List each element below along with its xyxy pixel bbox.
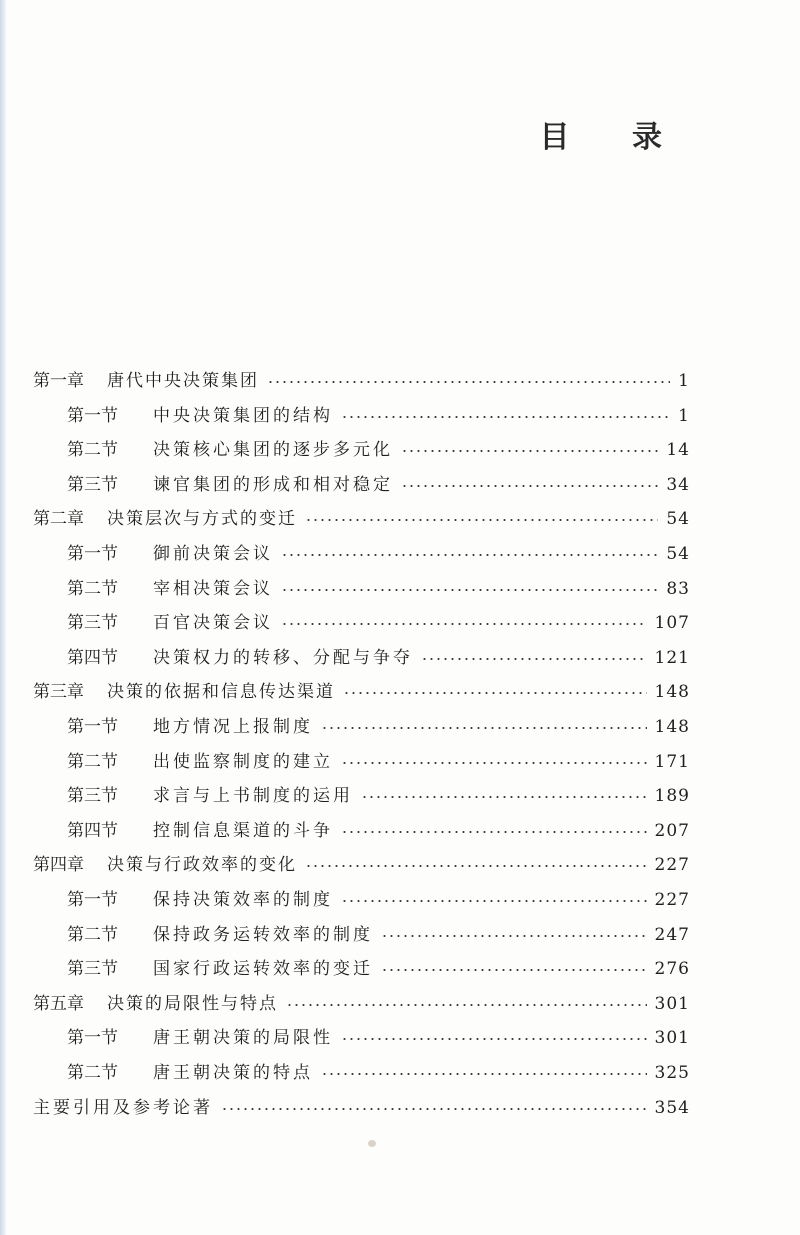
toc-section-number: 第二节 (67, 752, 118, 772)
toc-section-row[interactable] (0, 920, 800, 950)
toc-section-number: 第四节 (67, 821, 118, 841)
toc-section-number: 第二节 (67, 925, 118, 945)
toc-entry-title: 御前决策会议 (153, 544, 273, 564)
dot-leader (341, 900, 647, 902)
toc-chapter-row[interactable] (0, 850, 800, 880)
toc-section-number: 第三节 (67, 786, 118, 806)
toc-section-row[interactable] (0, 608, 800, 638)
dot-leader (401, 485, 658, 487)
dot-leader (305, 865, 647, 867)
toc-chapter-number: 第五章 (33, 994, 84, 1014)
toc-entry-title: 中央决策集团的结构 (153, 406, 333, 426)
dot-leader (341, 416, 670, 418)
toc-section-number: 第四节 (67, 648, 118, 668)
toc-section-number: 第二节 (67, 579, 118, 599)
toc-section-number: 第一节 (67, 1028, 118, 1048)
dot-leader (321, 727, 647, 729)
toc-entry-title: 决策层次与方式的变迁 (107, 509, 297, 529)
toc-chapter-number: 第一章 (33, 371, 84, 391)
toc-entry-title: 决策权力的转移、分配与争夺 (153, 648, 413, 668)
toc-page-number: 34 (666, 475, 690, 495)
toc-page-number: 207 (654, 821, 690, 841)
toc-appendix-row[interactable] (0, 1093, 800, 1123)
toc-page-number: 121 (654, 648, 690, 668)
toc-entry-title: 唐代中央决策集团 (107, 371, 259, 391)
toc-section-row[interactable] (0, 1023, 800, 1053)
toc-section-number: 第一节 (67, 544, 118, 564)
toc-page-number: 54 (666, 544, 690, 564)
toc-page-number: 276 (654, 959, 690, 979)
toc-section-row[interactable] (0, 435, 800, 465)
toc-page-number: 227 (654, 890, 690, 910)
dot-leader (267, 381, 670, 383)
dot-leader (281, 554, 658, 556)
toc-entry-title: 求言与上书制度的运用 (153, 786, 353, 806)
toc-entry-title: 出使监察制度的建立 (153, 752, 333, 772)
toc-page-number: 148 (654, 717, 690, 737)
toc-page-number: 301 (654, 1028, 690, 1048)
toc-chapter-row[interactable] (0, 677, 800, 707)
toc-section-number: 第三节 (67, 959, 118, 979)
toc-chapter-number: 第三章 (33, 682, 84, 702)
toc-entry-title: 决策的依据和信息传达渠道 (107, 682, 335, 702)
dot-leader (343, 692, 647, 694)
toc-page-number: 247 (654, 925, 690, 945)
toc-entry-title: 控制信息渠道的斗争 (153, 821, 333, 841)
dot-leader (401, 450, 658, 452)
toc-entry-title: 决策核心集团的逐步多元化 (153, 440, 393, 460)
toc-section-row[interactable] (0, 1058, 800, 1088)
dot-leader (361, 796, 647, 798)
dot-leader (381, 969, 647, 971)
toc-page-number: 54 (666, 509, 690, 529)
toc-entry-title: 地方情况上报制度 (153, 717, 313, 737)
toc-section-row[interactable] (0, 747, 800, 777)
toc-page-number: 301 (654, 994, 690, 1014)
dot-leader (281, 623, 647, 625)
toc-entry-title: 唐王朝决策的特点 (153, 1063, 313, 1083)
toc-page-number: 354 (654, 1098, 690, 1118)
dot-leader (221, 1108, 647, 1110)
toc-section-row[interactable] (0, 470, 800, 500)
toc-entry-title: 保持决策效率的制度 (153, 890, 333, 910)
toc-chapter-number: 第二章 (33, 509, 84, 529)
toc-section-row[interactable] (0, 643, 800, 673)
toc-chapter-row[interactable] (0, 366, 800, 396)
dot-leader (321, 1073, 647, 1075)
toc-entry-title: 保持政务运转效率的制度 (153, 925, 373, 945)
toc-page-number: 83 (666, 579, 690, 599)
toc-page-number: 227 (654, 855, 690, 875)
toc-section-number: 第三节 (67, 613, 118, 633)
toc-entry-title: 百官决策会议 (153, 613, 273, 633)
toc-entry-title: 唐王朝决策的局限性 (153, 1028, 333, 1048)
dot-leader (341, 831, 647, 833)
dot-leader (381, 935, 647, 937)
toc-entry-title: 决策与行政效率的变化 (107, 855, 297, 875)
toc-section-row[interactable] (0, 574, 800, 604)
toc-section-row[interactable] (0, 885, 800, 915)
dot-leader (341, 1038, 647, 1040)
toc-section-row[interactable] (0, 539, 800, 569)
toc-page-number: 171 (654, 752, 690, 772)
toc-entry-title: 主要引用及参考论著 (33, 1098, 213, 1118)
toc-chapter-row[interactable] (0, 989, 800, 1019)
toc-page-number: 1 (678, 406, 690, 426)
toc-page-number: 325 (654, 1063, 690, 1083)
toc-page-number: 189 (654, 786, 690, 806)
toc-entry-title: 决策的局限性与特点 (107, 994, 278, 1014)
toc-page-number: 148 (654, 682, 690, 702)
toc-section-number: 第二节 (67, 1063, 118, 1083)
toc-section-number: 第三节 (67, 475, 118, 495)
toc-section-row[interactable] (0, 816, 800, 846)
toc-section-row[interactable] (0, 781, 800, 811)
paper-smudge (368, 1140, 376, 1147)
toc-section-row[interactable] (0, 401, 800, 431)
toc-entry-title: 宰相决策会议 (153, 579, 273, 599)
toc-entry-title: 国家行政运转效率的变迁 (153, 959, 373, 979)
toc-section-number: 第一节 (67, 717, 118, 737)
page-title: 目 录 (539, 120, 688, 155)
toc-section-number: 第一节 (67, 890, 118, 910)
toc-chapter-row[interactable] (0, 504, 800, 534)
toc-section-number: 第一节 (67, 406, 118, 426)
dot-leader (305, 519, 658, 521)
toc-page-number: 107 (654, 613, 690, 633)
toc-page-number: 14 (666, 440, 690, 460)
toc-entry-title: 谏官集团的形成和相对稳定 (153, 475, 393, 495)
dot-leader (421, 658, 647, 660)
dot-leader (286, 1004, 647, 1006)
toc-page-number: 1 (678, 371, 690, 391)
toc-section-row[interactable] (0, 954, 800, 984)
toc-section-number: 第二节 (67, 440, 118, 460)
dot-leader (281, 589, 658, 591)
toc-section-row[interactable] (0, 712, 800, 742)
dot-leader (341, 762, 647, 764)
toc-chapter-number: 第四章 (33, 855, 84, 875)
